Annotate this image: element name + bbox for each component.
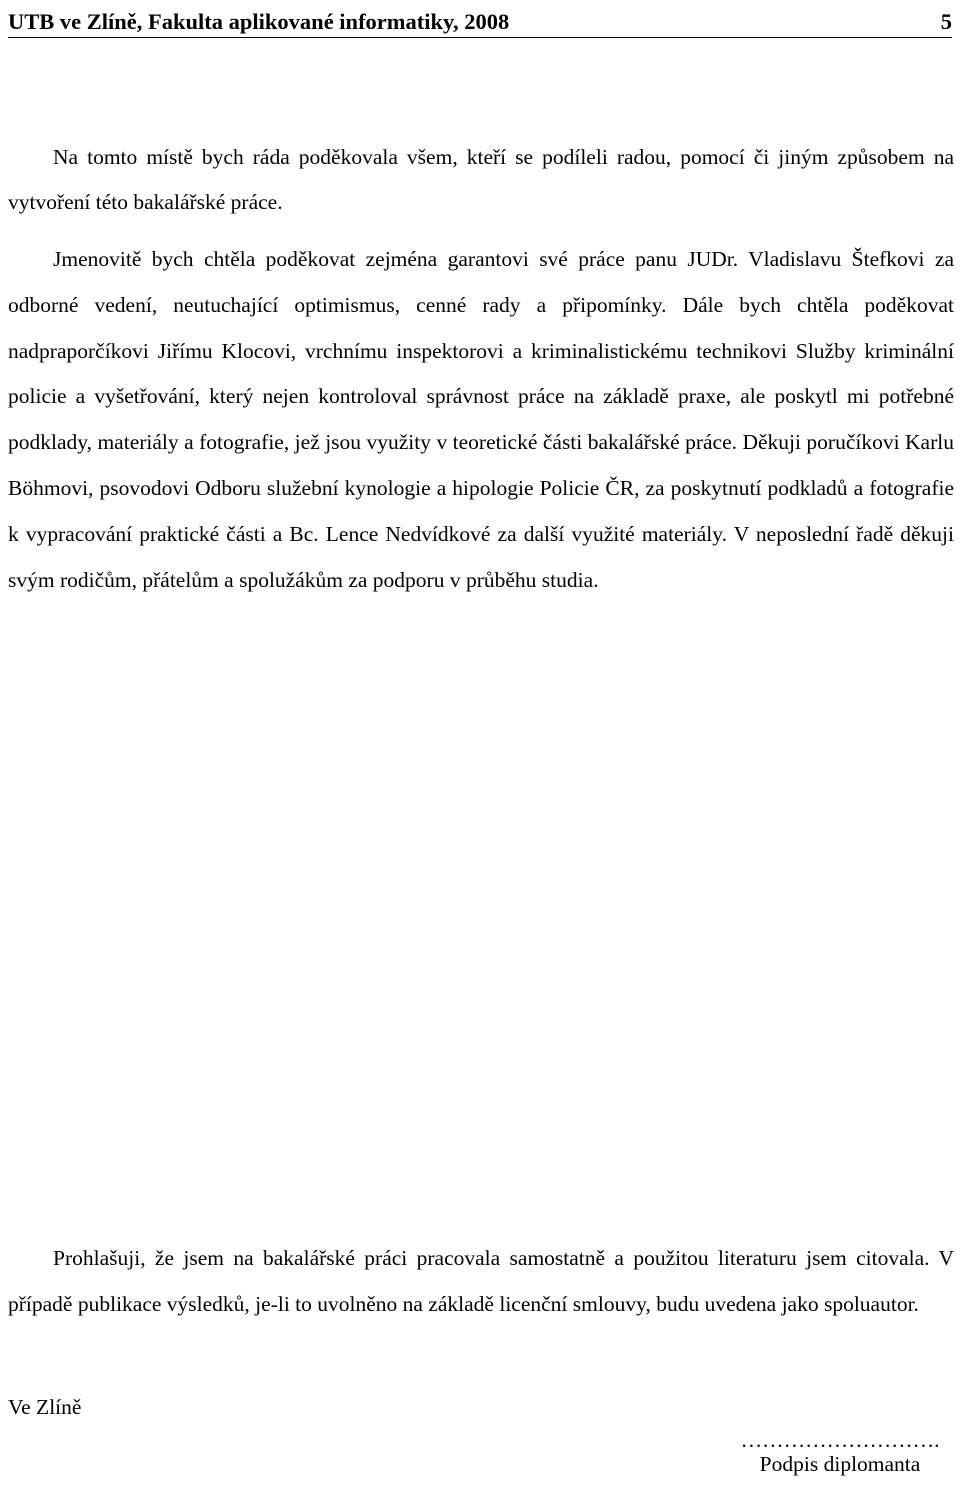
declaration-paragraph: Prohlašuji, že jsem na bakalářské práci pracovala samostatně a použitou literaturu jsem citovala. V případě publikace výsledků, je-li to uvolněno na základě licenční smlouvy, budu uvedena jako spoluautor. bbox=[8, 1246, 954, 1316]
signature-block bbox=[740, 1428, 940, 1479]
page-header bbox=[8, 0, 952, 38]
signature-label: Podpis diplomanta bbox=[759, 1452, 921, 1476]
signature-dots: ………………………. bbox=[740, 1428, 940, 1452]
acknowledgement-block-1 bbox=[8, 135, 954, 225]
acknowledgement-block-2 bbox=[8, 237, 954, 603]
declaration-block bbox=[8, 1236, 954, 1327]
page-number: 5 bbox=[940, 9, 952, 34]
acknowledgement-paragraph-2: Jmenovitě bych chtěla poděkovat zejména garantovi své práce panu JUDr. Vladislavu Štefkovi za odborné vedení, neutuchající optimismus, cenné rady a připomínky. Dále bych chtěla poděkovat nadpraporčíkovi Jiřímu Klocovi, vrchnímu inspektorovi a kriminalistickému technikovi Služby kriminální policie a vyšetřování, který nejen kontroloval správnost práce na základě praxe, ale poskytl mi potřebné podklady, materiály a fotografie, jež jsou využity v teoretické části bakalářské práce. Děkuji poručíkovi Karlu Böhmovi, psovodovi Odboru služební kynologie a hipologie Policie ČR, za poskytnutí podkladů a fotografie k vypracování praktické části a Bc. Lence Nedvídkové za další využité materiály. V neposlední řadě děkuji svým rodičům, přátelům a spolužákům za podporu v průběhu studia. bbox=[8, 247, 954, 592]
header-title: UTB ve Zlíně, Fakulta aplikované informatiky, 2008 bbox=[8, 9, 510, 34]
acknowledgement-paragraph-1: Na tomto místě bych ráda poděkovala všem, kteří se podíleli radou, pomocí či jiným způsobem na vytvoření této bakalářské práce. bbox=[8, 145, 954, 214]
place-line: Ve Zlíně bbox=[8, 1395, 82, 1419]
